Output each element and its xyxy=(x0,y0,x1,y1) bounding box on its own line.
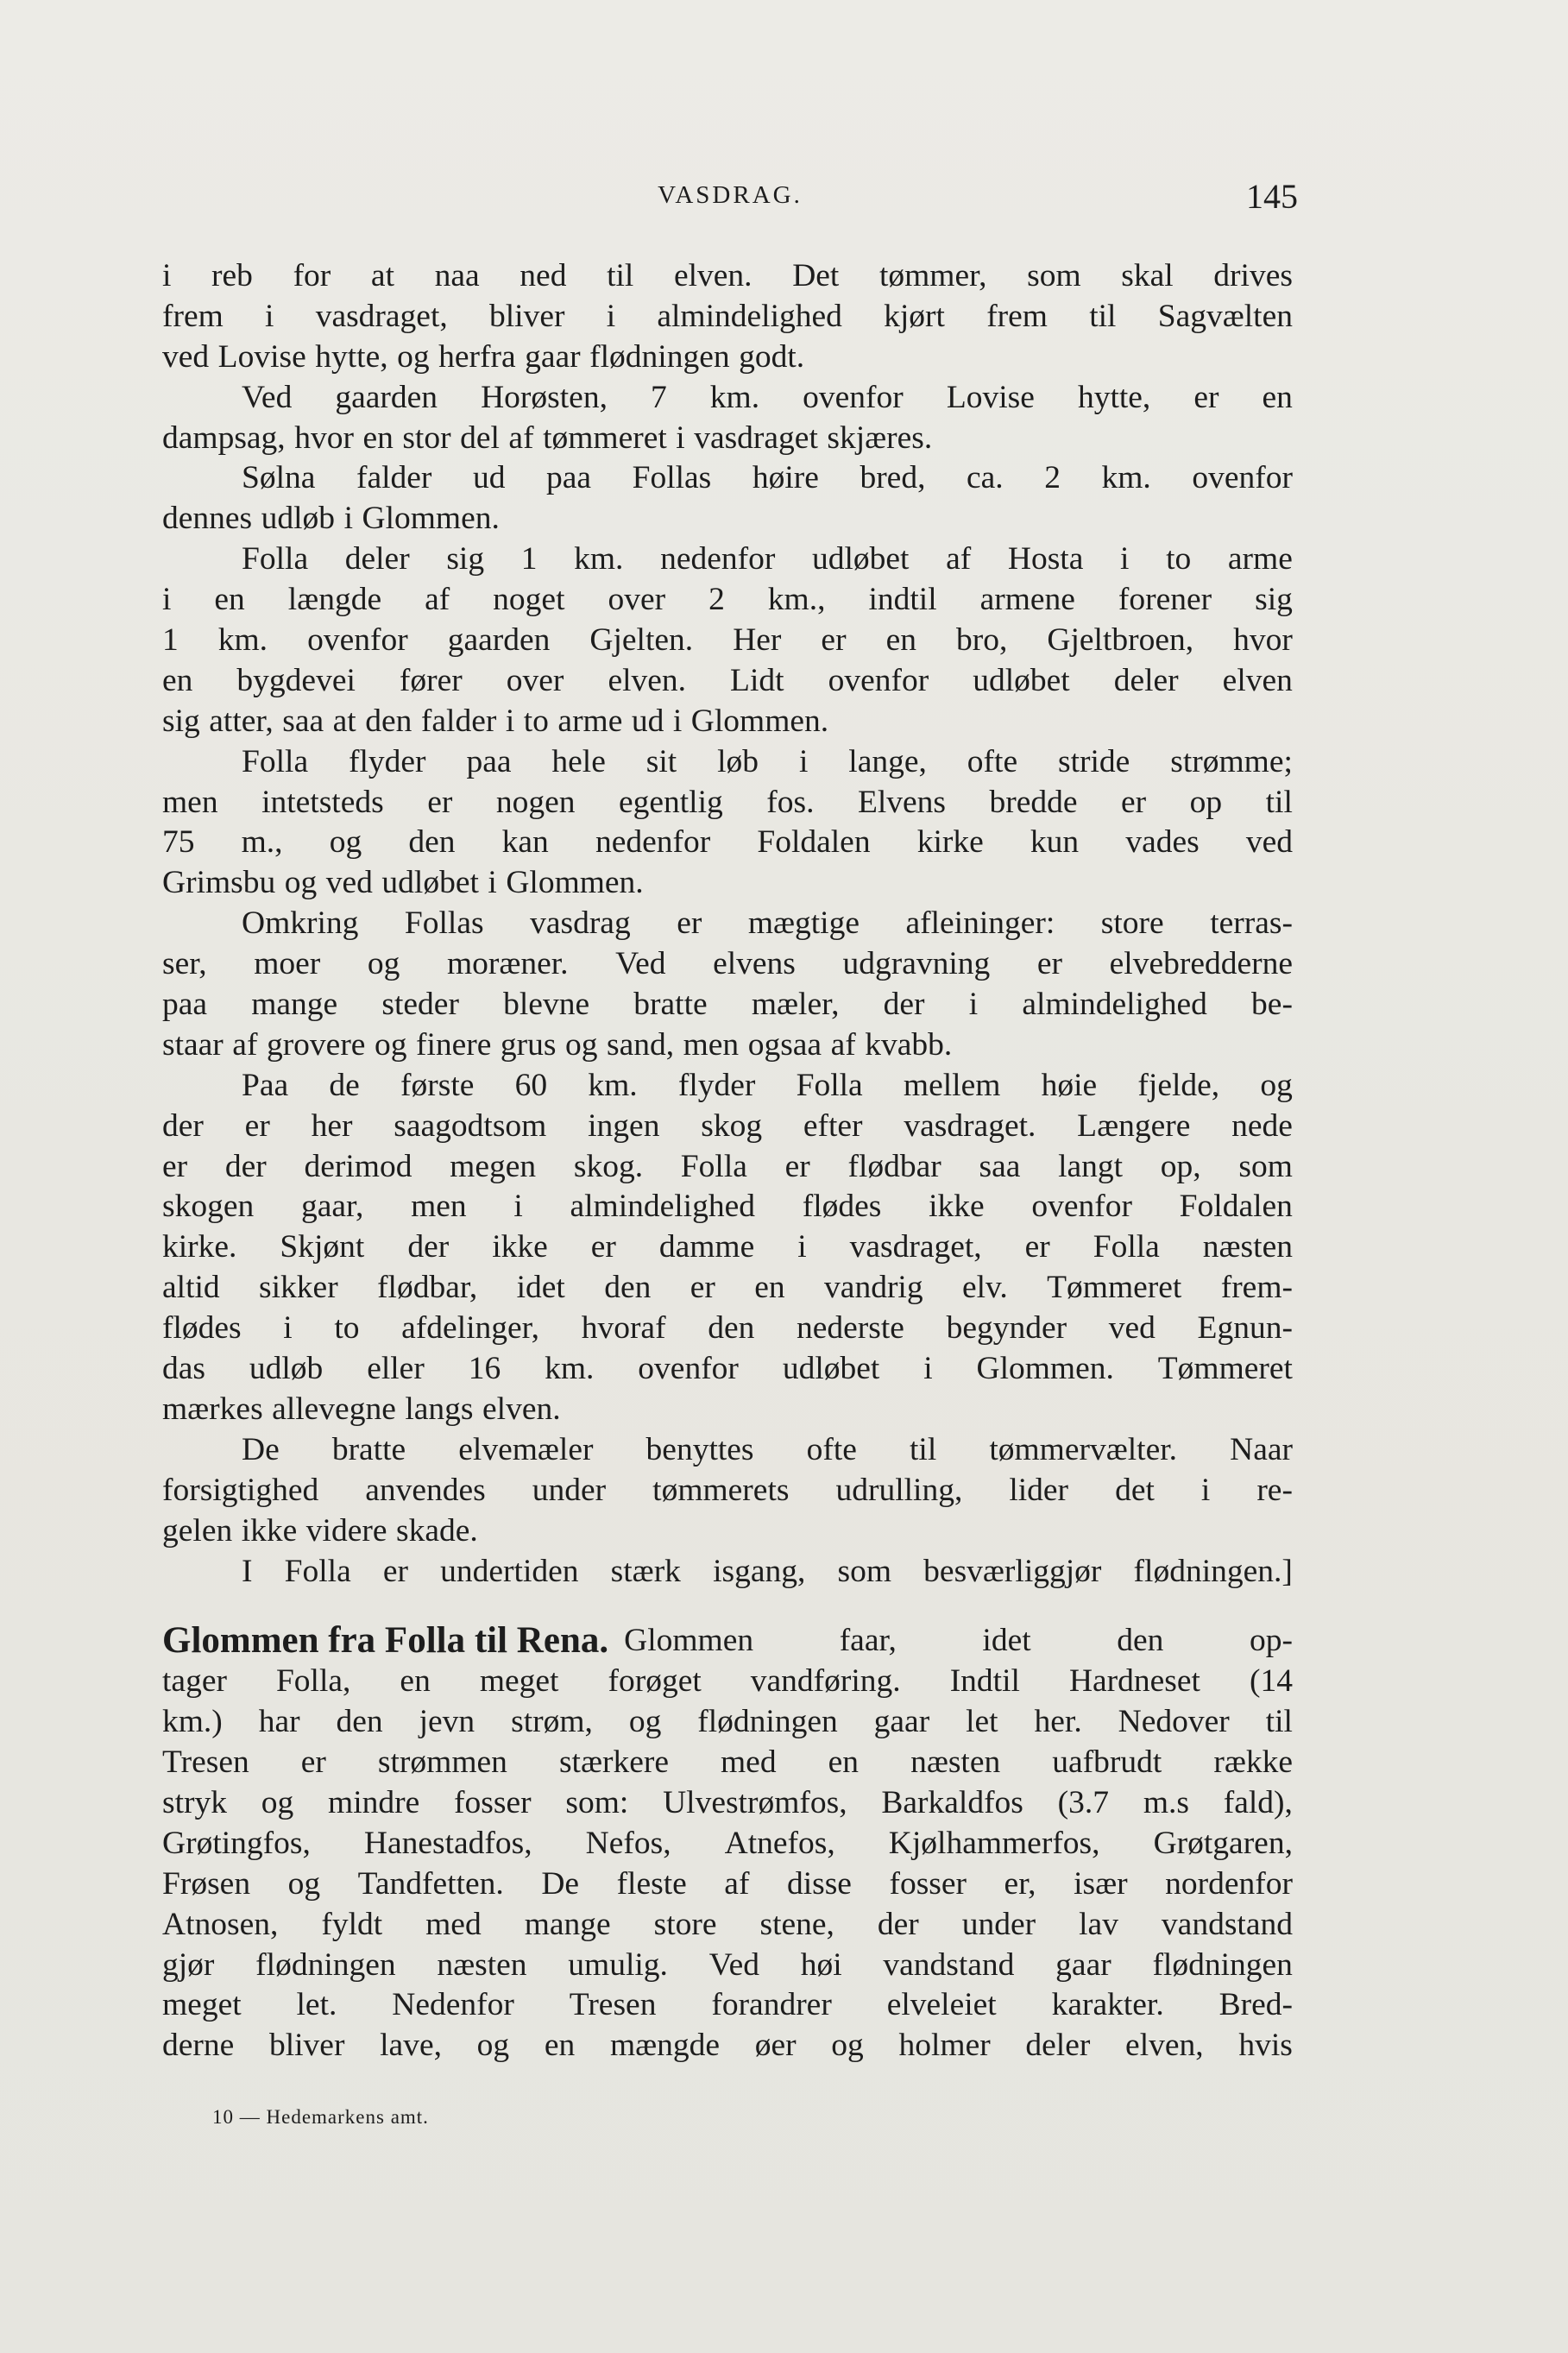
text-line: mærkes allevegne langs elven. xyxy=(162,1391,561,1427)
section-gap xyxy=(162,1592,1293,1621)
text-line: i reb for at naa ned til elven. Det tømmer, som skal drives xyxy=(162,258,1293,293)
text-line: km.) har den jevn strøm, og flødningen gaar let her. Nedover til xyxy=(162,1704,1293,1740)
text-line: Grøtingfos, Hanestadfos, Nefos, Atnefos, Kjølhammerfos, Grøtgaren, xyxy=(162,1825,1293,1861)
paragraph-block xyxy=(162,256,1293,1592)
text-line: frem i vasdraget, bliver i almindelighed kjørt frem til Sagvælten xyxy=(162,298,1293,334)
text-line: Paa de første 60 km. flyder Folla mellem høie fjelde, og xyxy=(242,1067,1293,1103)
text-line: stryk og mindre fosser som: Ulvestrømfos, Barkaldfos (3.7 m.s fald), xyxy=(162,1784,1293,1820)
text-line: Omkring Follas vasdrag er mægtige afleininger: store terras- xyxy=(242,905,1293,942)
text-line: Sølna falder ud paa Follas høire bred, ca. 2 km. ovenfor xyxy=(242,460,1293,496)
text-line: Tresen er strømmen stærkere med en næsten uafbrudt række xyxy=(162,1744,1293,1781)
page-number: 145 xyxy=(1246,177,1298,216)
text-line: 75 m., og den kan nedenfor Foldalen kirke kun vades ved xyxy=(162,824,1293,861)
text-line: derne bliver lave, og en mængde øer og holmer deler elven, hvis xyxy=(162,2028,1293,2064)
text-line: er der derimod megen skog. Folla er flødbar saa langt op, som xyxy=(162,1148,1293,1184)
text-line: en bygdevei fører over elven. Lidt ovenfor udløbet deler elven xyxy=(162,662,1293,698)
text-line: der er her saagodtsom ingen skog efter vasdraget. Længere nede xyxy=(162,1107,1293,1144)
section-lines xyxy=(162,1662,1293,2066)
text-line: Folla flyder paa hele sit løb i lange, ofte stride strømme; xyxy=(242,743,1293,779)
footer-signature: 10 — Hedemarkens amt. xyxy=(212,2106,429,2128)
body-text xyxy=(162,256,1293,2066)
text-line: skogen gaar, men i almindelighed flødes ikke ovenfor Foldalen xyxy=(162,1189,1293,1225)
text-line: Ved gaarden Horøsten, 7 km. ovenfor Lovise hytte, er en xyxy=(242,379,1293,415)
text-line: forsigtighed anvendes under tømmerets udrulling, lider det i re- xyxy=(162,1472,1293,1508)
text-line: flødes i to afdelinger, hvoraf den nederste begynder ved Egnun- xyxy=(162,1310,1293,1347)
running-head xyxy=(162,177,1298,224)
text-line: I Folla er undertiden stærk isgang, som besværliggjør flødningen.] xyxy=(242,1553,1293,1589)
text-line: dennes udløb i Glommen. xyxy=(162,501,500,537)
text-line: sig atter, saa at den falder i to arme ud i Glommen. xyxy=(162,703,829,739)
text-line: 1 km. ovenfor gaarden Gjelten. Her er en bro, Gjeltbroen, hvor xyxy=(162,622,1293,659)
text-line: gjør flødningen næsten umulig. Ved høi vandstand gaar flødningen xyxy=(162,1946,1293,1983)
text-line: Folla deler sig 1 km. nedenfor udløbet af Hosta i to arme xyxy=(242,541,1293,577)
section-first-line-text: Glommen faar, idet den op- xyxy=(624,1623,1293,1659)
text-line: staar af grovere og finere grus og sand, men ogsaa af kvabb. xyxy=(162,1026,953,1063)
text-line: gelen ikke videre skade. xyxy=(162,1512,478,1549)
text-line: De bratte elvemæler benyttes ofte til tømmervælter. Naar xyxy=(242,1431,1293,1467)
text-line: meget let. Nedenfor Tresen forandrer elveleiet karakter. Bred- xyxy=(162,1987,1293,2023)
text-line: das udløb eller 16 km. ovenfor udløbet i Glommen. Tømmeret xyxy=(162,1351,1293,1387)
section-first-line xyxy=(162,1621,1293,1662)
section-heading: Glommen fra Folla til Rena. xyxy=(162,1620,609,1662)
running-head-title: VASDRAG. xyxy=(658,181,803,209)
text-line: dampsag, hvor en stor del af tømmeret i vasdraget skjæres. xyxy=(162,420,933,456)
text-line: men intetsteds er nogen egentlig fos. Elvens bredde er op til xyxy=(162,784,1293,820)
text-line: tager Folla, en meget forøget vandføring. Indtil Hardneset (14 xyxy=(162,1663,1293,1700)
text-line: kirke. Skjønt der ikke er damme i vasdraget, er Folla næsten xyxy=(162,1229,1293,1265)
text-line: paa mange steder blevne bratte mæler, der i almindelighed be- xyxy=(162,987,1293,1023)
text-line: i en længde af noget over 2 km., indtil armene forener sig xyxy=(162,582,1293,618)
text-line: Grimsbu og ved udløbet i Glommen. xyxy=(162,865,644,901)
text-line: Atnosen, fyldt med mange store stene, der under lav vandstand xyxy=(162,1906,1293,1942)
text-line: Frøsen og Tandfetten. De fleste af disse fosser er, især nordenfor xyxy=(162,1865,1293,1902)
text-line: altid sikker flødbar, idet den er en vandrig elv. Tømmeret frem- xyxy=(162,1270,1293,1306)
text-line: ser, moer og moræner. Ved elvens udgravning er elvebredderne xyxy=(162,946,1293,982)
text-line: ved Lovise hytte, og herfra gaar flødningen godt. xyxy=(162,338,805,375)
